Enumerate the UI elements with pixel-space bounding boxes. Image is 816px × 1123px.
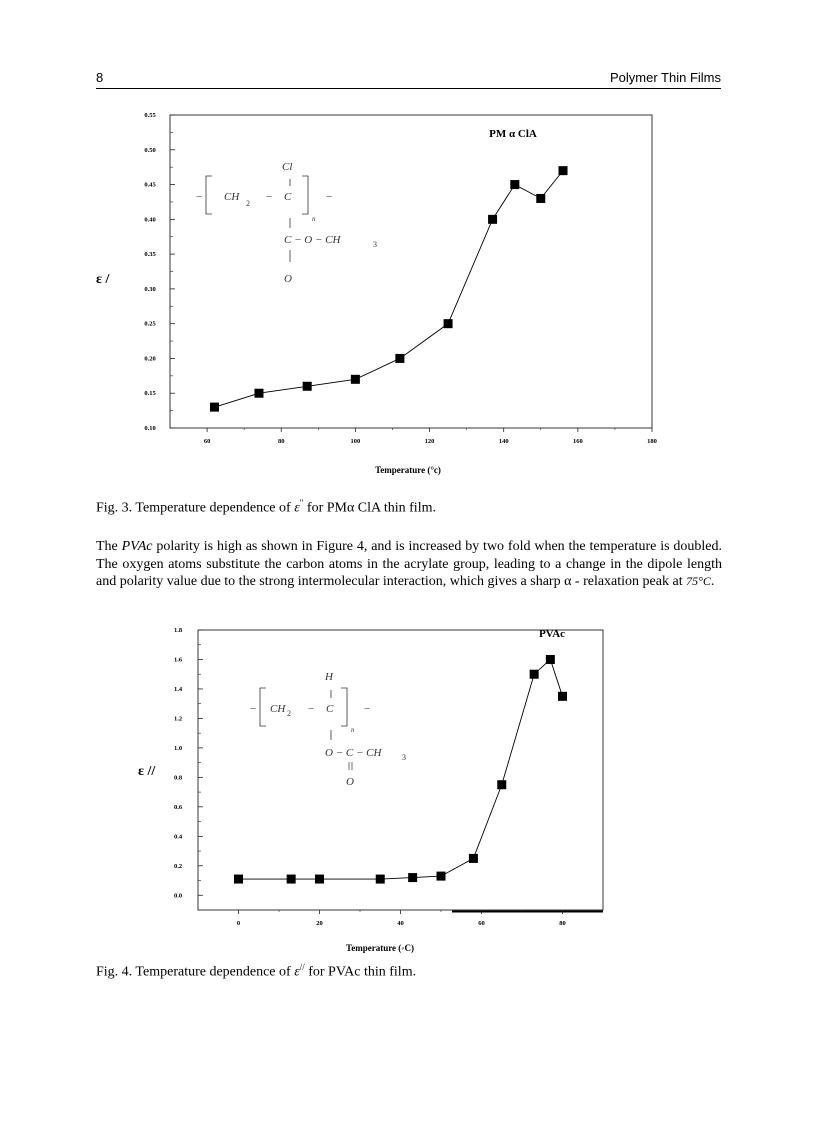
c2-data-point <box>437 872 446 881</box>
c2-data-point <box>287 875 296 884</box>
c1-data-point <box>303 382 312 391</box>
c2-y-tick-label: 1.2 <box>173 715 183 723</box>
fig4-y-axis-label: ε // <box>138 764 156 779</box>
c2-x-tick-label: 80 <box>559 920 566 927</box>
c2-data-point <box>315 875 324 884</box>
c1-y-tick-label: 0.25 <box>144 320 156 328</box>
fig4-ticks <box>174 627 566 927</box>
page-number: 8 <box>96 70 104 85</box>
c1-x-tick-label: 120 <box>424 438 435 445</box>
c2-data-point <box>376 875 385 884</box>
fig3-caption-symbol: ε <box>294 500 300 516</box>
fig4-struct-bracket-right <box>341 688 347 726</box>
c2-data-point <box>546 655 555 664</box>
c2-y-tick-label: 1.4 <box>173 685 183 693</box>
fig3-struct-ch2: CH <box>224 191 240 203</box>
c1-data-point <box>559 166 568 175</box>
c1-x-tick-label: 100 <box>350 438 361 445</box>
fig4-struct-side-chain: O − C − CH <box>325 747 382 759</box>
c1-data-point <box>536 194 545 203</box>
c2-y-tick-label: 1.0 <box>173 744 183 752</box>
c2-y-tick-label: 1.6 <box>173 656 183 664</box>
fig4-caption-suffix: for PVAc thin film. <box>308 964 417 980</box>
c2-data-point <box>497 780 506 789</box>
c2-x-tick-label: 0 <box>236 920 241 927</box>
fig4-x-axis-label: Temperature (◦C) <box>346 943 414 953</box>
c1-x-tick-label: 160 <box>572 438 583 445</box>
fig3-struct-bracket-right <box>302 176 308 214</box>
fig4-struct-c: C <box>326 703 334 715</box>
c2-y-tick-label: 0.8 <box>173 774 183 782</box>
fig4-struct-carbonyl: O <box>346 776 354 788</box>
fig3-x-axis-label: Temperature (°c) <box>375 465 441 475</box>
fig4-axes <box>198 630 603 912</box>
c1-data-point <box>395 354 404 363</box>
c1-y-tick-label: 0.55 <box>144 112 156 119</box>
fig3-struct-substituent: Cl <box>282 161 293 173</box>
c1-plot-frame <box>170 115 652 428</box>
c1-series-line <box>214 171 563 407</box>
fig3-legend-title: PM α ClA <box>489 128 537 140</box>
fig3-struct-carbonyl: O <box>284 273 292 285</box>
fig3-caption-suffix: for PMα ClA thin film. <box>306 500 436 516</box>
fig3-struct-side-sub: 3 <box>373 240 377 249</box>
fig4-caption-sup: // <box>299 962 305 972</box>
fig3-struct-n: n <box>312 215 316 223</box>
paragraph-peak-temperature: 75°C <box>686 574 711 588</box>
c1-data-point <box>488 215 497 224</box>
c2-y-tick-label: 1.8 <box>173 627 183 634</box>
c2-x-tick-label: 60 <box>478 920 485 927</box>
running-title: Polymer Thin Films <box>609 70 721 85</box>
fig4-struct-side-sub: 3 <box>402 753 406 762</box>
figure-4-caption <box>96 962 416 981</box>
fig3-struct-bracket-left <box>206 176 212 214</box>
c2-y-tick-label: 0.0 <box>173 892 183 900</box>
c2-plot-frame <box>198 630 603 910</box>
fig4-legend-title: PVAc <box>538 628 566 640</box>
c1-data-point <box>210 403 219 412</box>
c2-data-point <box>234 875 243 884</box>
c2-data-point <box>469 854 478 863</box>
fig4-struct-n: n <box>351 726 355 734</box>
fig3-axes <box>170 115 652 428</box>
c2-data-point <box>530 670 539 679</box>
running-header <box>96 70 721 89</box>
fig4-struct-bond-right: − <box>364 703 371 715</box>
c2-data-point <box>558 692 567 701</box>
c1-x-tick-label: 60 <box>203 438 211 445</box>
fig3-struct-c: C <box>284 191 292 203</box>
fig3-caption-text: Fig. 3. Temperature dependence of <box>96 500 291 516</box>
c1-y-tick-label: 0.15 <box>144 390 156 398</box>
c1-y-tick-label: 0.30 <box>144 285 156 293</box>
c1-data-point <box>254 389 263 398</box>
fig4-caption-symbol: ε <box>294 964 300 980</box>
fig4-struct-bond-left: − <box>250 703 257 715</box>
fig3-caption-sup: " <box>299 498 304 508</box>
c1-x-tick-label: 180 <box>647 438 657 445</box>
fig3-struct-bond-mid: − <box>266 191 273 203</box>
fig4-struct-ch2-sub: 2 <box>287 709 291 718</box>
c2-x-tick-label: 20 <box>316 920 323 927</box>
fig4-struct-bracket-left <box>260 688 266 726</box>
fig4-caption-text: Fig. 4. Temperature dependence of <box>96 964 291 980</box>
c2-y-tick-label: 0.4 <box>173 833 183 841</box>
c1-y-tick-label: 0.35 <box>144 251 156 259</box>
figure-3-caption <box>96 498 436 517</box>
fig4-struct-ch2: CH <box>270 703 286 715</box>
c1-y-tick-label: 0.45 <box>144 181 156 189</box>
body-paragraph: The PVAc polarity is high as shown in Figure 4, and is increased by two fold when the temperature is doubled. The oxygen atoms substitute the carbon atoms in the acrylate group, leading to a change in the dipole length and polarity value due to the strong intermolecular interaction, which gives a sharp α - relaxation peak at 75°C. <box>96 539 723 589</box>
c1-y-tick-label: 0.10 <box>144 425 156 432</box>
c2-y-tick-label: 0.6 <box>173 803 183 811</box>
fig3-struct-ch2-sub: 2 <box>246 199 250 208</box>
fig4-series <box>234 655 567 884</box>
fig3-chemical-structure <box>196 161 377 285</box>
paragraph-polymer-name: PVAc <box>121 539 153 554</box>
fig4-struct-bond-mid: − <box>308 703 315 715</box>
fig3-struct-side-chain: C − O − CH <box>284 234 341 246</box>
c1-y-tick-label: 0.20 <box>144 355 156 363</box>
c1-y-tick-label: 0.40 <box>144 216 156 224</box>
c1-x-tick-label: 140 <box>498 438 509 445</box>
fig4-chemical-structure <box>250 671 406 788</box>
c2-series-line <box>239 659 563 879</box>
c2-data-point <box>408 873 417 882</box>
fig3-ticks <box>144 112 657 445</box>
fig4-struct-substituent: H <box>325 671 333 683</box>
c2-y-tick-label: 0.2 <box>173 862 183 870</box>
c1-x-tick-label: 80 <box>277 438 285 445</box>
c1-data-point <box>444 319 453 328</box>
c1-data-point <box>351 375 360 384</box>
fig3-y-axis-label: ε / <box>96 272 110 287</box>
fig3-series <box>210 166 568 411</box>
fig3-struct-bond-left: − <box>196 191 203 203</box>
c1-data-point <box>510 180 519 189</box>
fig3-struct-bond-right: − <box>326 191 333 203</box>
c2-x-tick-label: 40 <box>397 920 404 927</box>
c1-y-tick-label: 0.50 <box>144 146 156 154</box>
